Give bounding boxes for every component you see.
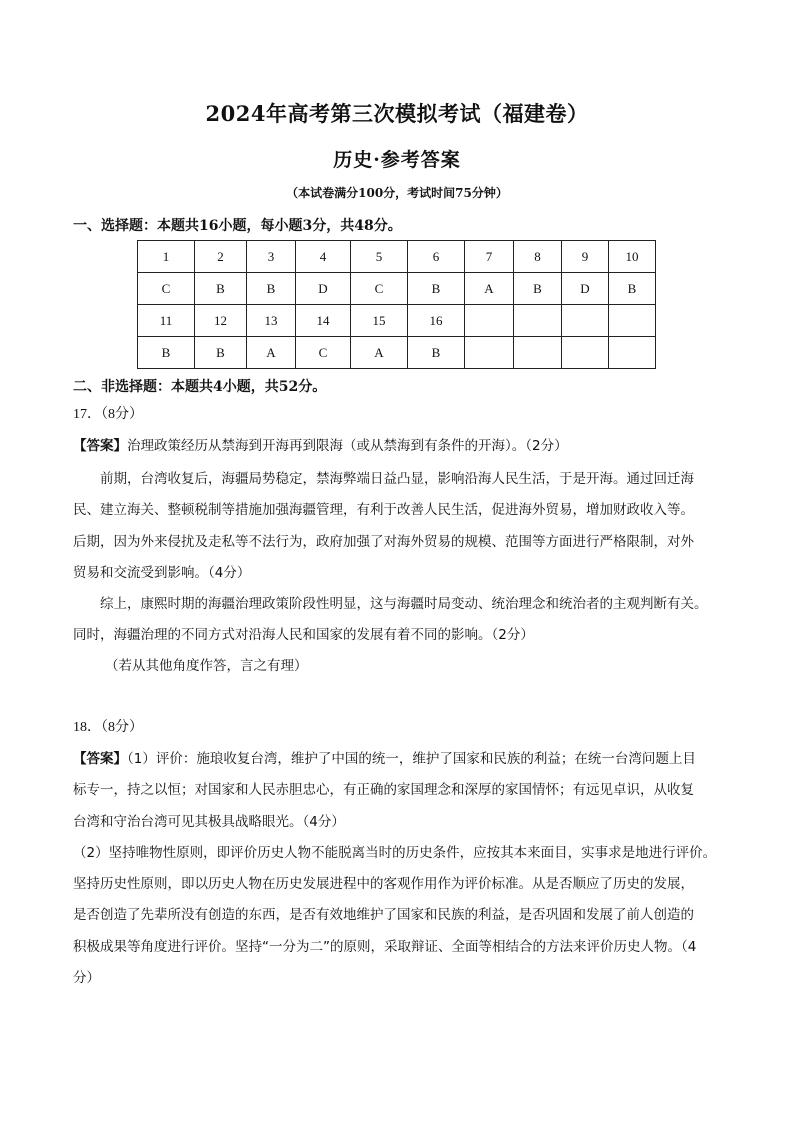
answer-table-cell: B: [195, 273, 247, 305]
answer-table-cell: 8: [514, 241, 562, 273]
answer-table-cell: B: [408, 273, 465, 305]
q17-line5: 贸易和交流受到影响。（4分）: [73, 565, 251, 581]
answer-table-cell: 5: [351, 241, 408, 273]
q18-line2: 标专一，持之以恒；对国家和人民赤胆忠心，有正确的家国理念和深厚的家国情怀；有远见卓识，从收复: [73, 782, 694, 798]
answer-table-cell: [465, 337, 514, 369]
answer-table-cell: B: [138, 337, 195, 369]
section-multiple-choice-heading: 一、选择题：本题共16小题，每小题3分，共48分。: [73, 218, 402, 234]
answer-table-cell: [562, 305, 609, 337]
answer-table-cell: [609, 337, 656, 369]
answer-table-row: [138, 337, 656, 369]
answer-table-cell: A: [465, 273, 514, 305]
answer-table-cell: 12: [195, 305, 247, 337]
answer-table-cell: B: [408, 337, 465, 369]
q17-line1: 治理政策经历从禁海到开海再到限海（或从禁海到有条件的开海）。（2分）: [127, 438, 568, 454]
answer-table-cell: [609, 305, 656, 337]
q17-line8: （若从其他角度作答，言之有理）: [105, 658, 308, 674]
answer-table-row: [138, 241, 656, 273]
answer-table-cell: D: [296, 273, 351, 305]
q17-line2: 前期，台湾收复后，海疆局势稳定，禁海弊端日益凸显，影响沿海人民生活，于是开海。通过回迁海: [100, 471, 694, 487]
q17-number: 17．（8分）: [73, 407, 143, 422]
answer-table-cell: [514, 337, 562, 369]
answer-table-cell: B: [247, 273, 296, 305]
exam-note: （本试卷满分100分，考试时间75分钟）: [286, 186, 508, 200]
answer-table-cell: B: [609, 273, 656, 305]
answer-table-cell: [465, 305, 514, 337]
q18-line3: 台湾和守治台湾可见其极具战略眼光。（4分）: [73, 814, 345, 830]
answer-table-cell: 9: [562, 241, 609, 273]
answer-table-cell: 2: [195, 241, 247, 273]
page-subtitle: 历史·参考答案: [333, 149, 461, 171]
answer-table-cell: [562, 337, 609, 369]
page-title: 2024年高考第三次模拟考试（福建卷）: [205, 101, 589, 126]
answer-key-table: [137, 240, 656, 369]
q18-line8: 分）: [73, 970, 100, 986]
q18-line5: 坚持历史性原则，即以历史人物在历史发展进程中的客观作用作为评价标准。从是否顺应了历史的发展，: [73, 876, 694, 892]
q18-line4: （2）坚持唯物性原则，即评价历史人物不能脱离当时的历史条件，应按其本来面目，实事求是地进行评价。: [73, 845, 717, 861]
answer-table-cell: C: [351, 273, 408, 305]
q17-line6: 综上，康熙时期的海疆治理政策阶段性明显，这与海疆时局变动、统治理念和统治者的主观判断有关。: [100, 596, 708, 612]
q18-answer-line: [73, 749, 733, 769]
q18-line1: （1）评价：施琅收复台湾，维护了中国的统一，维护了国家和民族的利益；在统一台湾问题上目: [127, 751, 696, 767]
q18-line7: 积极成果等角度进行评价。坚持“一分为二”的原则，采取辩证、全面等相结合的方法来评价历史人物。（4: [73, 939, 697, 955]
q18-line6: 是否创造了先辈所没有创造的东西，是否有效地维护了国家和民族的利益，是否巩固和发展了前人创造的: [73, 907, 694, 923]
answer-table-cell: 15: [351, 305, 408, 337]
answer-table-cell: B: [195, 337, 247, 369]
answer-table-cell: 6: [408, 241, 465, 273]
answer-table-cell: 10: [609, 241, 656, 273]
answer-table-cell: 11: [138, 305, 195, 337]
q17-line7: 同时，海疆治理的不同方式对沿海人民和国家的发展有着不同的影响。（2分）: [73, 627, 534, 643]
answer-table-cell: 7: [465, 241, 514, 273]
answer-table-cell: 3: [247, 241, 296, 273]
q18-number: 18．（8分）: [73, 720, 143, 735]
answer-table-cell: A: [351, 337, 408, 369]
answer-table-cell: C: [138, 273, 195, 305]
answer-table-cell: 13: [247, 305, 296, 337]
answer-table-cell: 16: [408, 305, 465, 337]
section-free-response-heading: 二、非选择题：本题共4小题，共52分。: [73, 379, 327, 395]
answer-table-cell: A: [247, 337, 296, 369]
answer-table-cell: 4: [296, 241, 351, 273]
answer-table-cell: 14: [296, 305, 351, 337]
answer-table-cell: B: [514, 273, 562, 305]
q17-line3: 民、建立海关、整顿税制等措施加强海疆管理，有利于改善人民生活，促进海外贸易，增加财政收入等。: [73, 502, 694, 518]
q17-answer-line: [73, 436, 733, 456]
q17-answer-tag: 【答案】: [73, 438, 127, 454]
answer-table-cell: C: [296, 337, 351, 369]
answer-table-row: [138, 305, 656, 337]
answer-table-cell: [514, 305, 562, 337]
answer-table-cell: 1: [138, 241, 195, 273]
answer-table-row: [138, 273, 656, 305]
answer-table-cell: D: [562, 273, 609, 305]
q17-line4: 后期，因为外来侵扰及走私等不法行为，政府加强了对海外贸易的规模、范围等方面进行严格限制，对外: [73, 534, 694, 550]
q18-answer-tag: 【答案】: [73, 751, 127, 767]
